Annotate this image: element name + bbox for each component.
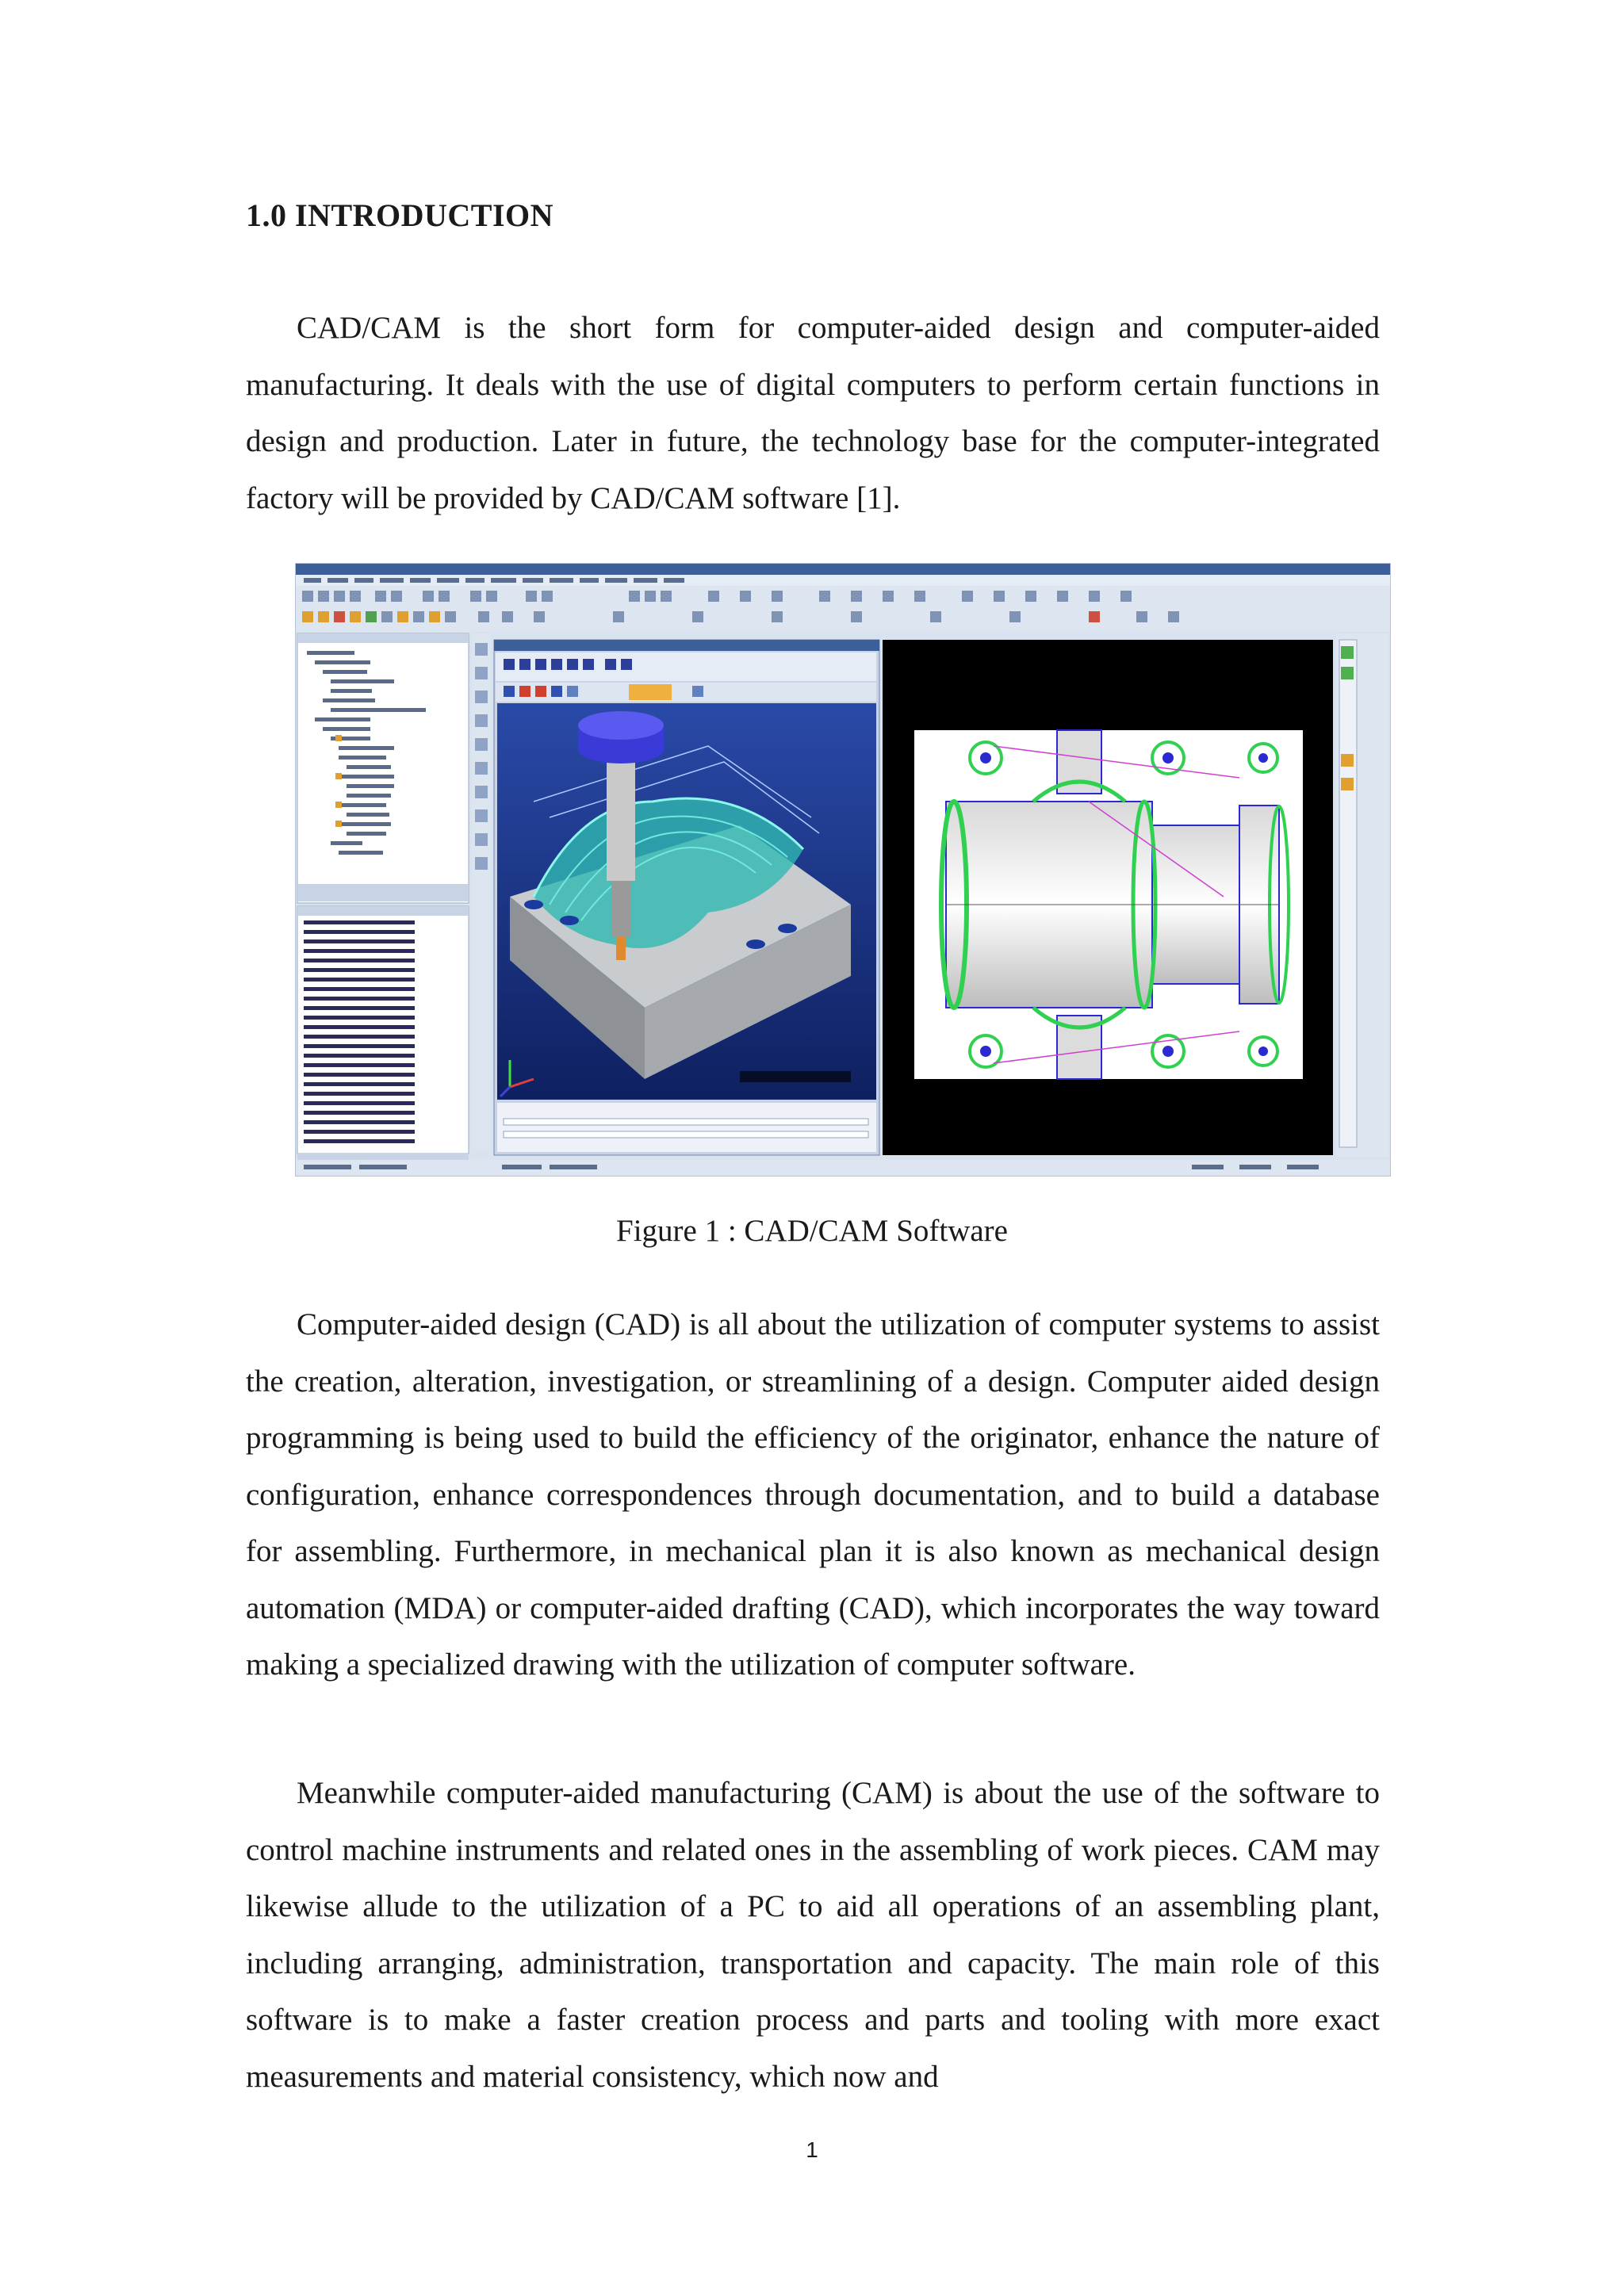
figure-caption: Figure 1 : CAD/CAM Software bbox=[616, 1214, 1008, 1248]
cad-cam-screenshot-figure bbox=[295, 563, 1391, 1177]
cad-paragraph: Computer-aided design (CAD) is all about the utilization of computer systems to assist the creation, alteration, investigation, or streamlining of a design. Computer aided design programming is being used to build the efficiency of the originator, enhance the nature of configuration, enhance correspondences through documentation, and to build a database for assembling. Furthermore, in mechanical plan it is also known as mechanical design automation (MDA) or computer-aided drafting (CAD), which incorporates the way toward making a specialized drawing with the utilization of computer software. bbox=[246, 1307, 1380, 1682]
intro-paragraph-1: CAD/CAM is the short form for computer-aided design and computer-aided manufacturing. It deals with the use of digital computers to perform certain functions in design and production. Later in future, the technology base for the computer-integrated factory will be provided by CAD/CAM software [1]. bbox=[246, 311, 1380, 515]
cad-cam-software-image bbox=[296, 564, 1390, 1176]
section-heading: 1.0 INTRODUCTION bbox=[246, 197, 554, 233]
page-number: 1 bbox=[806, 2137, 818, 2162]
cam-paragraph: Meanwhile computer-aided manufacturing (CAM) is about the use of the software to control machine instruments and related ones in the assembling of work pieces. CAM may likewise allude to the utilization of a PC to aid all operations of an assembling plant, including arranging, administration, transportation and capacity. The main role of this software is to make a faster creation process and parts and tooling with more exact measurements and material consistency, which now and bbox=[246, 1776, 1380, 2094]
